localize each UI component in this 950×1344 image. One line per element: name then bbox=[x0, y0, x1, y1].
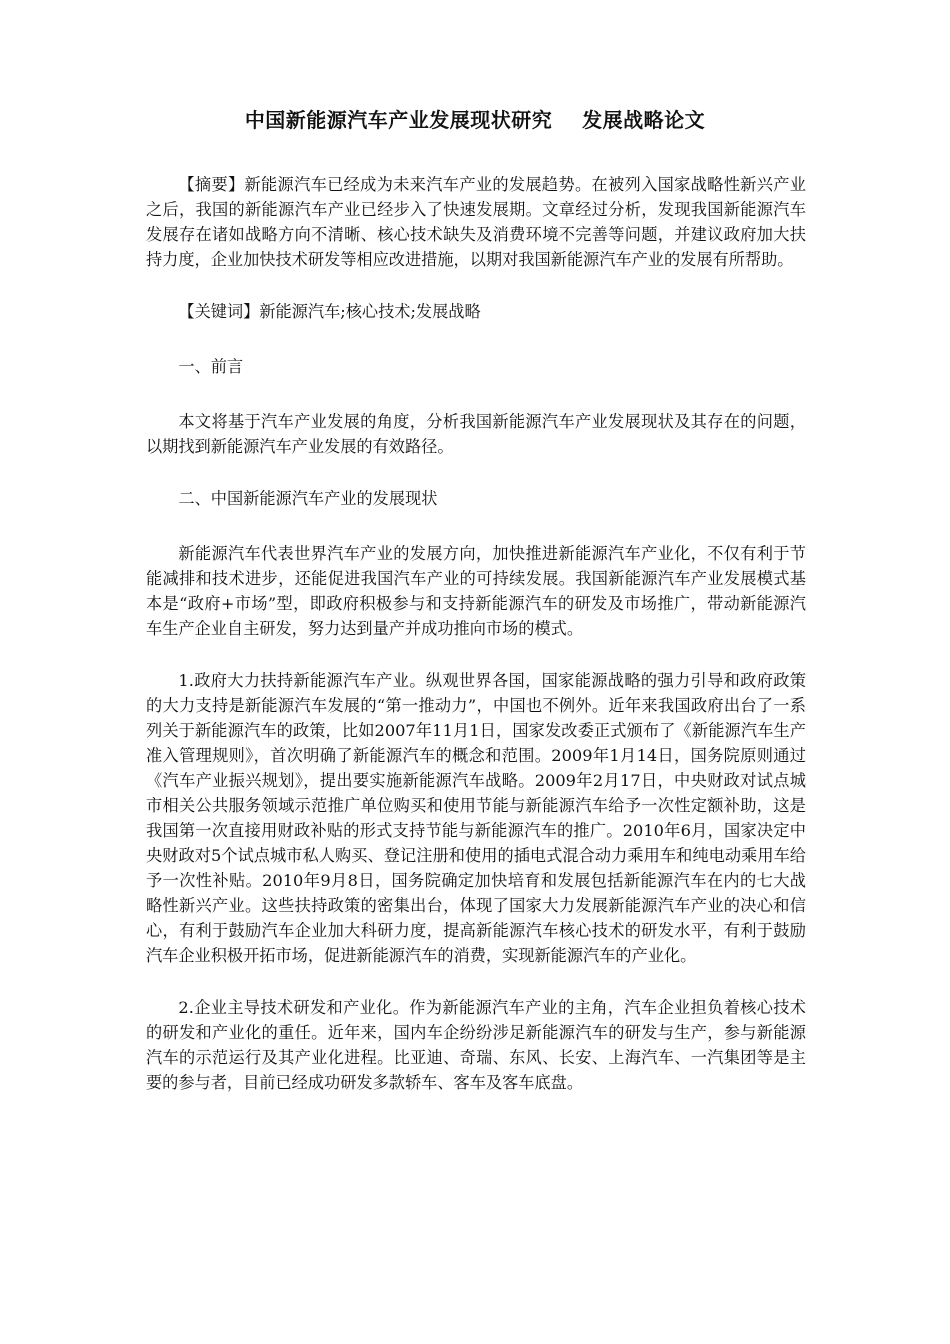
document-title: 中国新能源汽车产业发展现状研究 发展战略论文 bbox=[244, 108, 706, 132]
keywords-paragraph: 【关键词】新能源汽车;核心技术;发展战略 bbox=[178, 302, 481, 321]
enterprise-research-paragraph: 2.企业主导技术研发和产业化。作为新能源汽车产业的主角，汽车企业担负着核心技术的研发和产业化的重任。近年来，国内车企纷纷涉足新能源汽车的研发与生产，参与新能源汽车的示范运行及其产业化进程。比亚迪、奇瑞、东风、长安、上海汽车、一汽集团等是主要的参与者，目前已经成功研发多款轿车、客车及客车底盘。 bbox=[146, 998, 806, 1092]
section-heading-preface: 一、前言 bbox=[178, 357, 244, 376]
preface-paragraph: 本文将基于汽车产业发展的角度，分析我国新能源汽车产业发展现状及其存在的问题，以期找到新能源汽车产业发展的有效路径。 bbox=[146, 412, 806, 456]
government-support-paragraph: 1.政府大力扶持新能源汽车产业。纵观世界各国，国家能源战略的强力引导和政府政策的大力支持是新能源汽车发展的“第一推动力”，中国也不例外。近年来我国政府出台了一系列关于新能源汽车的政策，比如2007年11月1日，国家发改委正式颁布了《新能源汽车生产准入管理规则》，首次明确了新能源汽车的概念和范围。2009年1月14日，国务院原则通过《汽车产业振兴规划》，提出要实施新能源汽车战略。2009年2月17日，中央财政对试点城市相关公共服务领域示范推广单位购买和使用节能与新能源汽车给予一次性定额补助，这是我国第一次直接用财政补贴的形式支持节能与新能源汽车的推广。2010年6月，国家决定中央财政对5个试点城市私人购买、登记注册和使用的插电式混合动力乘用车和纯电动乘用车给予一次性补贴。2010年9月8日，国务院确定加快培育和发展包括新能源汽车在内的七大战略性新兴产业。这些扶持政策的密集出台，体现了国家大力发展新能源汽车产业的决心和信心，有利于鼓励汽车企业加大科研力度，提高新能源汽车核心技术的研发水平，有利于鼓励汽车企业积极开拓市场，促进新能源汽车的消费，实现新能源汽车的产业化。 bbox=[146, 671, 806, 965]
document-body bbox=[146, 172, 806, 1122]
section-heading-status: 二、中国新能源汽车产业的发展现状 bbox=[178, 489, 438, 508]
status-intro-paragraph: 新能源汽车代表世界汽车产业的发展方向，加快推进新能源汽车产业化，不仅有利于节能减排和技术进步，还能促进我国汽车产业的可持续发展。我国新能源汽车产业发展模式基本是“政府+市场”型，即政府积极参与和支持新能源汽车的研发及市场推广，带动新能源汽车生产企业自主研发，努力达到量产并成功推向市场的模式。 bbox=[146, 544, 806, 638]
abstract-paragraph: 【摘要】新能源汽车已经成为未来汽车产业的发展趋势。在被列入国家战略性新兴产业之后，我国的新能源汽车产业已经步入了快速发展期。文章经过分析，发现我国新能源汽车发展存在诸如战略方向不清晰、核心技术缺失及消费环境不完善等问题，并建议政府加大扶持力度，企业加快技术研发等相应改进措施，以期对我国新能源汽车产业的发展有所帮助。 bbox=[146, 175, 806, 269]
